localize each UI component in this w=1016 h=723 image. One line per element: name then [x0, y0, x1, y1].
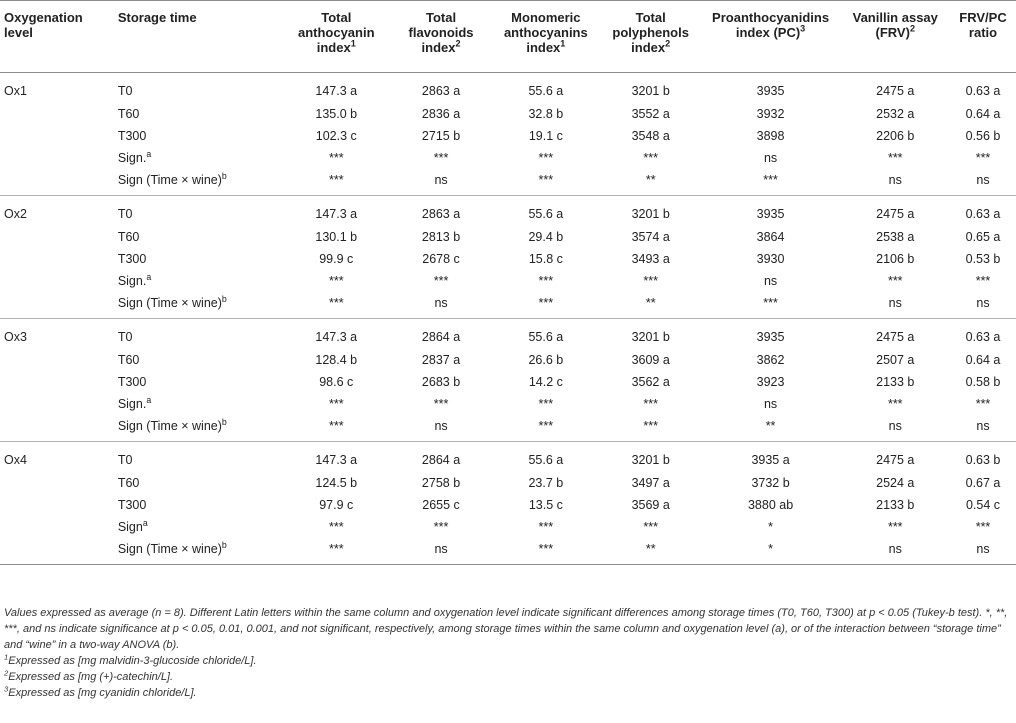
- frv-pc-ratio-cell: 0.63 a: [965, 206, 1001, 221]
- total-anthocyanin-cell: 135.0 b: [315, 107, 358, 121]
- table-row: [0, 393, 1016, 415]
- frv-pc-ratio-cell: ns: [976, 542, 990, 556]
- frv-pc-ratio-cell: ns: [976, 419, 990, 433]
- header-storage-time: Storage time: [117, 10, 197, 25]
- storage-time-cell: T60: [117, 107, 140, 121]
- storage-time-cell: T0: [117, 329, 133, 344]
- footnote-main: Values expressed as average (n = 8). Different Latin letters within the same column and oxygenation level indicate significant differences among storage times (T0, T60, T300) at p < 0.05 (Tukey-b test). *, **, ***, and ns indicate significance at p < 0.05, 0.01, 0.001, and not significant, respectively, among storage times within the same column and oxygenation level (a), or of the interaction between “storage time” and “wine” in a two-way ANOVA (b).: [4, 607, 1008, 651]
- total-anthocyanin-cell: 124.5 b: [315, 476, 358, 490]
- proanthocyanidins-cell: 3935 a: [751, 452, 790, 467]
- total-anthocyanin-cell: 98.6 c: [319, 375, 354, 389]
- monomeric-anthocyanins-cell: 19.1 c: [528, 129, 563, 143]
- total-polyphenols-cell: ***: [643, 274, 658, 288]
- oxygenation-level-cell: Ox4: [4, 452, 27, 467]
- storage-time-cell: T60: [117, 476, 140, 490]
- total-anthocyanin-cell: 128.4 b: [315, 353, 358, 367]
- header-oxygenation-level: Oxygenation level: [4, 10, 83, 40]
- oxygenation-level-cell: [0, 349, 108, 371]
- total-flavonoids-cell: ns: [434, 419, 448, 433]
- total-polyphenols-cell: 3609 a: [631, 353, 670, 367]
- vanillin-assay-cell: 2106 b: [876, 252, 915, 266]
- frv-pc-ratio-cell: 0.65 a: [965, 230, 1001, 244]
- table-row: [0, 73, 1016, 104]
- monomeric-anthocyanins-cell: 55.6 a: [528, 329, 564, 344]
- storage-time-cell: Sign$^a$: [117, 517, 148, 534]
- vanillin-assay-cell: ns: [888, 542, 902, 556]
- storage-time-cell: T60: [117, 230, 140, 244]
- vanillin-assay-cell: 2538 a: [876, 230, 915, 244]
- proanthocyanidins-cell: 3932: [756, 107, 785, 121]
- proanthocyanidins-cell: *: [768, 520, 773, 534]
- vanillin-assay-cell: 2206 b: [876, 129, 915, 143]
- storage-time-cell: T300: [117, 252, 147, 266]
- vanillin-assay-cell: ns: [888, 419, 902, 433]
- oxygenation-level-cell: [0, 147, 108, 169]
- oxygenation-level-cell: Ox3: [4, 329, 27, 344]
- footnote-2: $^2$Expressed as [mg (+)-catechin/L].: [4, 668, 174, 683]
- storage-time-cell: T0: [117, 83, 133, 98]
- total-polyphenols-cell: 3201 b: [631, 452, 670, 467]
- vanillin-assay-cell: ***: [887, 520, 903, 534]
- frv-pc-ratio-cell: 0.63 a: [965, 83, 1001, 98]
- monomeric-anthocyanins-cell: 55.6 a: [528, 206, 564, 221]
- oxygenation-level-cell: Ox2: [4, 206, 27, 221]
- total-anthocyanin-cell: ***: [328, 397, 344, 411]
- total-flavonoids-cell: 2715 b: [421, 129, 461, 143]
- oxygenation-level-cell: Ox1: [4, 83, 27, 98]
- table-row: [0, 371, 1016, 393]
- proanthocyanidins-cell: *: [768, 542, 773, 556]
- monomeric-anthocyanins-cell: ***: [538, 173, 554, 187]
- storage-time-cell: Sign.$^a$: [117, 148, 152, 165]
- total-polyphenols-cell: ***: [643, 397, 658, 411]
- total-flavonoids-cell: 2655 c: [422, 498, 460, 512]
- total-polyphenols-cell: 3548 a: [631, 129, 670, 143]
- total-anthocyanin-cell: ***: [328, 520, 344, 534]
- frv-pc-ratio-cell: ***: [975, 397, 991, 411]
- total-flavonoids-cell: ns: [434, 296, 448, 310]
- table-row: [0, 169, 1016, 196]
- storage-time-cell: T300: [117, 129, 147, 143]
- storage-time-cell: T300: [117, 375, 147, 389]
- total-anthocyanin-cell: 147.3 a: [315, 206, 358, 221]
- frv-pc-ratio-cell: 0.63 a: [965, 329, 1001, 344]
- total-polyphenols-cell: ***: [643, 419, 658, 433]
- monomeric-anthocyanins-cell: ***: [538, 397, 554, 411]
- total-polyphenols-cell: 3497 a: [631, 476, 670, 490]
- storage-time-cell: Sign (Time × wine)$^b$: [117, 416, 227, 433]
- vanillin-assay-cell: ***: [887, 151, 903, 165]
- vanillin-assay-cell: 2475 a: [876, 329, 915, 344]
- total-polyphenols-cell: ***: [643, 151, 658, 165]
- frv-pc-ratio-cell: 0.54 c: [965, 498, 1001, 512]
- table-row: [0, 147, 1016, 169]
- total-anthocyanin-cell: 99.9 c: [319, 252, 354, 266]
- storage-time-cell: Sign (Time × wine)$^b$: [117, 539, 227, 556]
- total-flavonoids-cell: 2863 a: [421, 83, 461, 98]
- total-flavonoids-cell: ***: [433, 520, 449, 534]
- total-anthocyanin-cell: 102.3 c: [315, 129, 357, 143]
- monomeric-anthocyanins-cell: ***: [538, 296, 554, 310]
- total-flavonoids-cell: ns: [434, 542, 448, 556]
- table-row: [0, 415, 1016, 442]
- vanillin-assay-cell: 2524 a: [876, 476, 915, 490]
- storage-time-cell: T0: [117, 206, 133, 221]
- monomeric-anthocyanins-cell: ***: [538, 274, 554, 288]
- proanthocyanidins-cell: 3935: [756, 329, 785, 344]
- storage-time-cell: Sign.$^a$: [117, 394, 152, 411]
- monomeric-anthocyanins-cell: ***: [538, 151, 554, 165]
- storage-time-cell: Sign (Time × wine)$^b$: [117, 170, 227, 187]
- total-anthocyanin-cell: 97.9 c: [319, 498, 354, 512]
- table-row: [0, 248, 1016, 270]
- table-row: [0, 196, 1016, 227]
- total-anthocyanin-cell: ***: [328, 542, 344, 556]
- frv-pc-ratio-cell: ns: [976, 296, 990, 310]
- oxygenation-level-cell: [0, 393, 108, 415]
- total-flavonoids-cell: ***: [433, 397, 449, 411]
- table-row: [0, 125, 1016, 147]
- oxygenation-level-cell: [0, 415, 108, 442]
- total-flavonoids-cell: 2864 a: [421, 329, 461, 344]
- total-flavonoids-cell: 2813 b: [421, 230, 461, 244]
- proanthocyanidins-cell: ns: [763, 274, 778, 288]
- footnote-3: $^3$Expressed as [mg cyanidin chloride/L].: [4, 684, 197, 699]
- header-total-polyphenols: Total polyphenols index$^2$: [612, 10, 689, 55]
- vanillin-assay-cell: 2133 b: [876, 498, 915, 512]
- proanthocyanidins-cell: ***: [763, 173, 778, 187]
- oxygenation-level-cell: [0, 472, 108, 494]
- monomeric-anthocyanins-cell: 23.7 b: [528, 476, 564, 490]
- total-flavonoids-cell: ***: [433, 274, 449, 288]
- vanillin-assay-cell: 2475 a: [876, 206, 915, 221]
- total-anthocyanin-cell: 147.3 a: [315, 329, 358, 344]
- header-proanthocyanidins: Proanthocyanidins index (PC)$^3$: [712, 10, 830, 40]
- total-anthocyanin-cell: ***: [328, 151, 344, 165]
- total-polyphenols-cell: 3562 a: [631, 375, 670, 389]
- vanillin-assay-cell: ***: [887, 397, 903, 411]
- vanillin-assay-cell: ns: [888, 296, 902, 310]
- total-polyphenols-cell: **: [645, 296, 656, 310]
- total-flavonoids-cell: ***: [433, 151, 449, 165]
- proanthocyanidins-cell: ***: [763, 296, 778, 310]
- frv-pc-ratio-cell: 0.64 a: [965, 353, 1001, 367]
- table-row: [0, 103, 1016, 125]
- oxygenation-level-cell: [0, 169, 108, 196]
- total-anthocyanin-cell: 147.3 a: [315, 452, 358, 467]
- total-polyphenols-cell: ***: [643, 520, 658, 534]
- storage-time-cell: Sign.$^a$: [117, 271, 152, 288]
- monomeric-anthocyanins-cell: ***: [538, 520, 554, 534]
- total-flavonoids-cell: ns: [434, 173, 448, 187]
- proanthocyanidins-cell: 3935: [756, 206, 785, 221]
- total-flavonoids-cell: 2683 b: [421, 375, 461, 389]
- total-polyphenols-cell: 3201 b: [631, 329, 670, 344]
- vanillin-assay-cell: ns: [888, 173, 902, 187]
- footnote-1: $^1$Expressed as [mg malvidin-3-glucoside chloride/L].: [4, 652, 257, 667]
- monomeric-anthocyanins-cell: 13.5 c: [528, 498, 563, 512]
- oxygenation-level-cell: [0, 538, 108, 565]
- proanthocyanidins-cell: 3864: [756, 230, 785, 244]
- total-anthocyanin-cell: ***: [328, 296, 344, 310]
- total-polyphenols-cell: 3201 b: [631, 83, 670, 98]
- total-polyphenols-cell: 3493 a: [631, 252, 670, 266]
- header-monomeric-anthocyanins: Monomeric anthocyanins index$^1$: [503, 10, 588, 55]
- header-row: [0, 1, 1016, 73]
- frv-pc-ratio-cell: 0.58 b: [965, 375, 1001, 389]
- oxygenation-level-cell: [0, 125, 108, 147]
- storage-time-cell: T300: [117, 498, 147, 512]
- total-anthocyanin-cell: ***: [328, 173, 344, 187]
- total-polyphenols-cell: 3574 a: [631, 230, 670, 244]
- total-anthocyanin-cell: ***: [328, 274, 344, 288]
- frv-pc-ratio-cell: ***: [975, 520, 991, 534]
- vanillin-assay-cell: ***: [887, 274, 903, 288]
- table-row: [0, 538, 1016, 565]
- oxygenation-level-cell: [0, 248, 108, 270]
- vanillin-assay-cell: 2507 a: [876, 353, 915, 367]
- table-row: [0, 516, 1016, 538]
- oxygenation-level-cell: [0, 516, 108, 538]
- total-flavonoids-cell: 2678 c: [422, 252, 460, 266]
- monomeric-anthocyanins-cell: 26.6 b: [528, 353, 564, 367]
- proanthocyanidins-cell: **: [765, 419, 776, 433]
- proanthocyanidins-cell: 3935: [756, 83, 785, 98]
- oxygenation-level-cell: [0, 292, 108, 319]
- frv-pc-ratio-cell: ***: [975, 151, 991, 165]
- storage-time-cell: T60: [117, 353, 140, 367]
- header-frv-pc-ratio: FRV/PC ratio: [959, 10, 1007, 40]
- table-row: [0, 270, 1016, 292]
- total-anthocyanin-cell: 147.3 a: [315, 83, 358, 98]
- total-anthocyanin-cell: 130.1 b: [315, 230, 358, 244]
- oxygenation-level-cell: [0, 494, 108, 516]
- proanthocyanidins-cell: 3923: [756, 375, 785, 389]
- total-polyphenols-cell: **: [645, 542, 656, 556]
- table-row: [0, 292, 1016, 319]
- header-total-anthocyanin: Total anthocyanin index$^1$: [297, 10, 375, 55]
- proanthocyanidins-cell: 3880 ab: [747, 498, 794, 512]
- oxygenation-level-cell: [0, 226, 108, 248]
- table-row: [0, 349, 1016, 371]
- header-vanillin-assay: Vanillin assay (FRV)$^2$: [852, 10, 938, 40]
- monomeric-anthocyanins-cell: 14.2 c: [528, 375, 563, 389]
- total-flavonoids-cell: 2863 a: [421, 206, 461, 221]
- monomeric-anthocyanins-cell: 29.4 b: [528, 230, 564, 244]
- total-polyphenols-cell: **: [645, 173, 656, 187]
- table-row: [0, 226, 1016, 248]
- vanillin-assay-cell: 2475 a: [876, 452, 915, 467]
- monomeric-anthocyanins-cell: 15.8 c: [528, 252, 563, 266]
- frv-pc-ratio-cell: ns: [976, 173, 990, 187]
- total-anthocyanin-cell: ***: [328, 419, 344, 433]
- monomeric-anthocyanins-cell: 32.8 b: [528, 107, 564, 121]
- proanthocyanidins-cell: 3930: [756, 252, 785, 266]
- proanthocyanidins-cell: 3732 b: [751, 476, 790, 490]
- proanthocyanidins-cell: 3898: [756, 129, 785, 143]
- vanillin-assay-cell: 2532 a: [876, 107, 915, 121]
- storage-time-cell: T0: [117, 452, 133, 467]
- monomeric-anthocyanins-cell: ***: [538, 419, 554, 433]
- total-flavonoids-cell: 2836 a: [421, 107, 461, 121]
- table-row: [0, 494, 1016, 516]
- proanthocyanidins-cell: ns: [763, 397, 778, 411]
- frv-pc-ratio-cell: ***: [975, 274, 991, 288]
- frv-pc-ratio-cell: 0.63 b: [965, 452, 1001, 467]
- total-flavonoids-cell: 2864 a: [421, 452, 461, 467]
- monomeric-anthocyanins-cell: ***: [538, 542, 554, 556]
- vanillin-assay-cell: 2133 b: [876, 375, 915, 389]
- table-row: [0, 472, 1016, 494]
- total-flavonoids-cell: 2837 a: [421, 353, 461, 367]
- table-row: [0, 442, 1016, 473]
- oxygenation-level-cell: [0, 371, 108, 393]
- total-polyphenols-cell: 3569 a: [631, 498, 670, 512]
- frv-pc-ratio-cell: 0.67 a: [965, 476, 1001, 490]
- total-polyphenols-cell: 3552 a: [631, 107, 670, 121]
- storage-time-cell: Sign (Time × wine)$^b$: [117, 293, 227, 310]
- monomeric-anthocyanins-cell: 55.6 a: [528, 83, 564, 98]
- total-polyphenols-cell: 3201 b: [631, 206, 670, 221]
- table-row: [0, 319, 1016, 350]
- oxygenation-level-cell: [0, 270, 108, 292]
- proanthocyanidins-cell: 3862: [756, 353, 785, 367]
- oxygenation-level-cell: [0, 103, 108, 125]
- monomeric-anthocyanins-cell: 55.6 a: [528, 452, 564, 467]
- table-footnotes: [4, 605, 1012, 701]
- frv-pc-ratio-cell: 0.64 a: [965, 107, 1001, 121]
- frv-pc-ratio-cell: 0.53 b: [965, 252, 1001, 266]
- header-total-flavonoids: Total flavonoids index$^2$: [408, 10, 474, 55]
- frv-pc-ratio-cell: 0.56 b: [965, 129, 1001, 143]
- total-flavonoids-cell: 2758 b: [421, 476, 461, 490]
- proanthocyanidins-cell: ns: [763, 151, 778, 165]
- vanillin-assay-cell: 2475 a: [876, 83, 915, 98]
